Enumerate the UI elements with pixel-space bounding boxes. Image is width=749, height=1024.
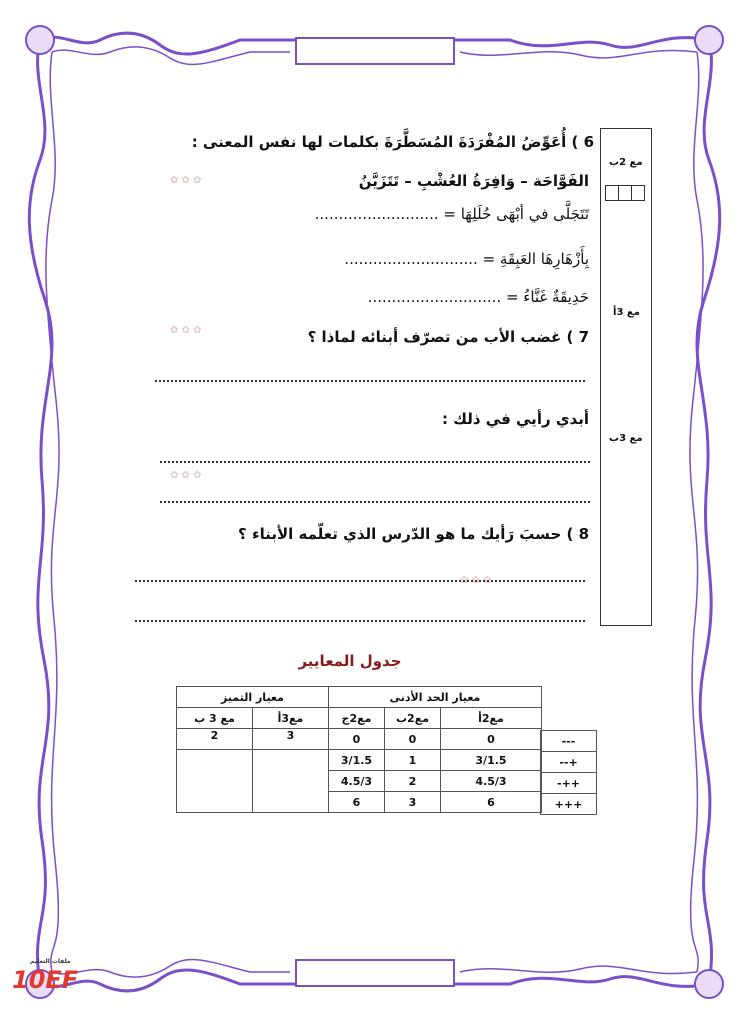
- side-label-1: مع 2ب: [609, 157, 643, 168]
- cell: 4.5/3: [329, 771, 385, 792]
- watermark: ✿ ✿ ✿: [170, 325, 202, 336]
- answer-line[interactable]: [160, 501, 590, 503]
- answer-line[interactable]: [135, 580, 585, 582]
- question-6-line-1: تَتَجَلَّى في أبْهَى حُلَلِهَا = ..........................: [314, 205, 589, 223]
- answer-line[interactable]: [155, 380, 585, 382]
- criteria-col: مع2ب: [385, 708, 441, 729]
- cell: 6: [441, 792, 542, 813]
- watermark: ✿ ✿ ✿: [460, 575, 492, 586]
- cell: 2: [385, 771, 441, 792]
- cell: 3/1.5: [329, 750, 385, 771]
- logo-small-text: ملفات التعليم: [30, 958, 71, 965]
- criteria-group-min: معيار الحد الأدنى: [329, 687, 542, 708]
- cell: 4.5/3: [441, 771, 542, 792]
- cell: 3: [385, 792, 441, 813]
- cell: 0: [329, 729, 385, 750]
- answer-line[interactable]: [160, 461, 590, 463]
- criteria-table: [176, 686, 542, 813]
- watermark: ✿ ✿ ✿: [170, 175, 202, 186]
- watermark: ✿ ✿ ✿: [170, 470, 202, 481]
- criteria-col: مع2ج: [329, 708, 385, 729]
- question-8-title: 8 ) حسبَ رَأيك ما هو الدّرس الذي تعلّمه الأبناء ؟: [238, 525, 589, 543]
- criteria-group-excel: معيار التميز: [177, 687, 329, 708]
- question-6-words: الفَوَّاحَة – وَافِرَةُ العُشْبِ – تَتَزَيَّنُ: [358, 172, 589, 190]
- cell: 0: [385, 729, 441, 750]
- brand-logo: [12, 958, 79, 994]
- criteria-row-keys: [540, 730, 597, 815]
- side-label-3: مع 3ب: [609, 433, 643, 444]
- question-6-title: 6 ) أُعَوِّضُ المُفْرَدَةَ المُسَطَّرَةَ بكلمات لها نفس المعنى :: [191, 133, 594, 151]
- criteria-side-box: [600, 128, 652, 626]
- question-6-line-3: حَدِيقَةٌ غَنَّاءُ = ............................: [367, 288, 589, 306]
- score-cells: [605, 185, 644, 201]
- opinion-prompt: أبدي رأيي في ذلك :: [442, 410, 589, 428]
- cell-empty: [177, 750, 253, 813]
- criteria-col: مع3أ: [253, 708, 329, 729]
- cell: 3: [253, 729, 329, 750]
- table-row: [177, 729, 542, 750]
- cell: 6: [329, 792, 385, 813]
- cell: 1: [385, 750, 441, 771]
- logo-text: 10EF: [12, 966, 79, 994]
- cell-empty: [253, 750, 329, 813]
- answer-line[interactable]: [135, 620, 585, 622]
- row-key: ++-: [541, 773, 597, 794]
- criteria-table-title: جدول المعايير: [298, 652, 402, 670]
- row-key: ---: [541, 731, 597, 752]
- question-7-title: 7 ) غضب الأب من تصرّف أبنائه لماذا ؟: [307, 328, 589, 346]
- cell: 2: [177, 729, 253, 750]
- criteria-col: مع2أ: [441, 708, 542, 729]
- criteria-col: مع 3 ب: [177, 708, 253, 729]
- row-key: +--: [541, 752, 597, 773]
- row-key: +++: [541, 794, 597, 815]
- question-6-line-2: بِأَزْهَارِهَا العَبِقَةِ = ............................: [344, 250, 589, 268]
- cell: 3/1.5: [441, 750, 542, 771]
- side-label-2: مع 3أ: [613, 307, 640, 318]
- table-row: [177, 750, 542, 771]
- cell: 0: [441, 729, 542, 750]
